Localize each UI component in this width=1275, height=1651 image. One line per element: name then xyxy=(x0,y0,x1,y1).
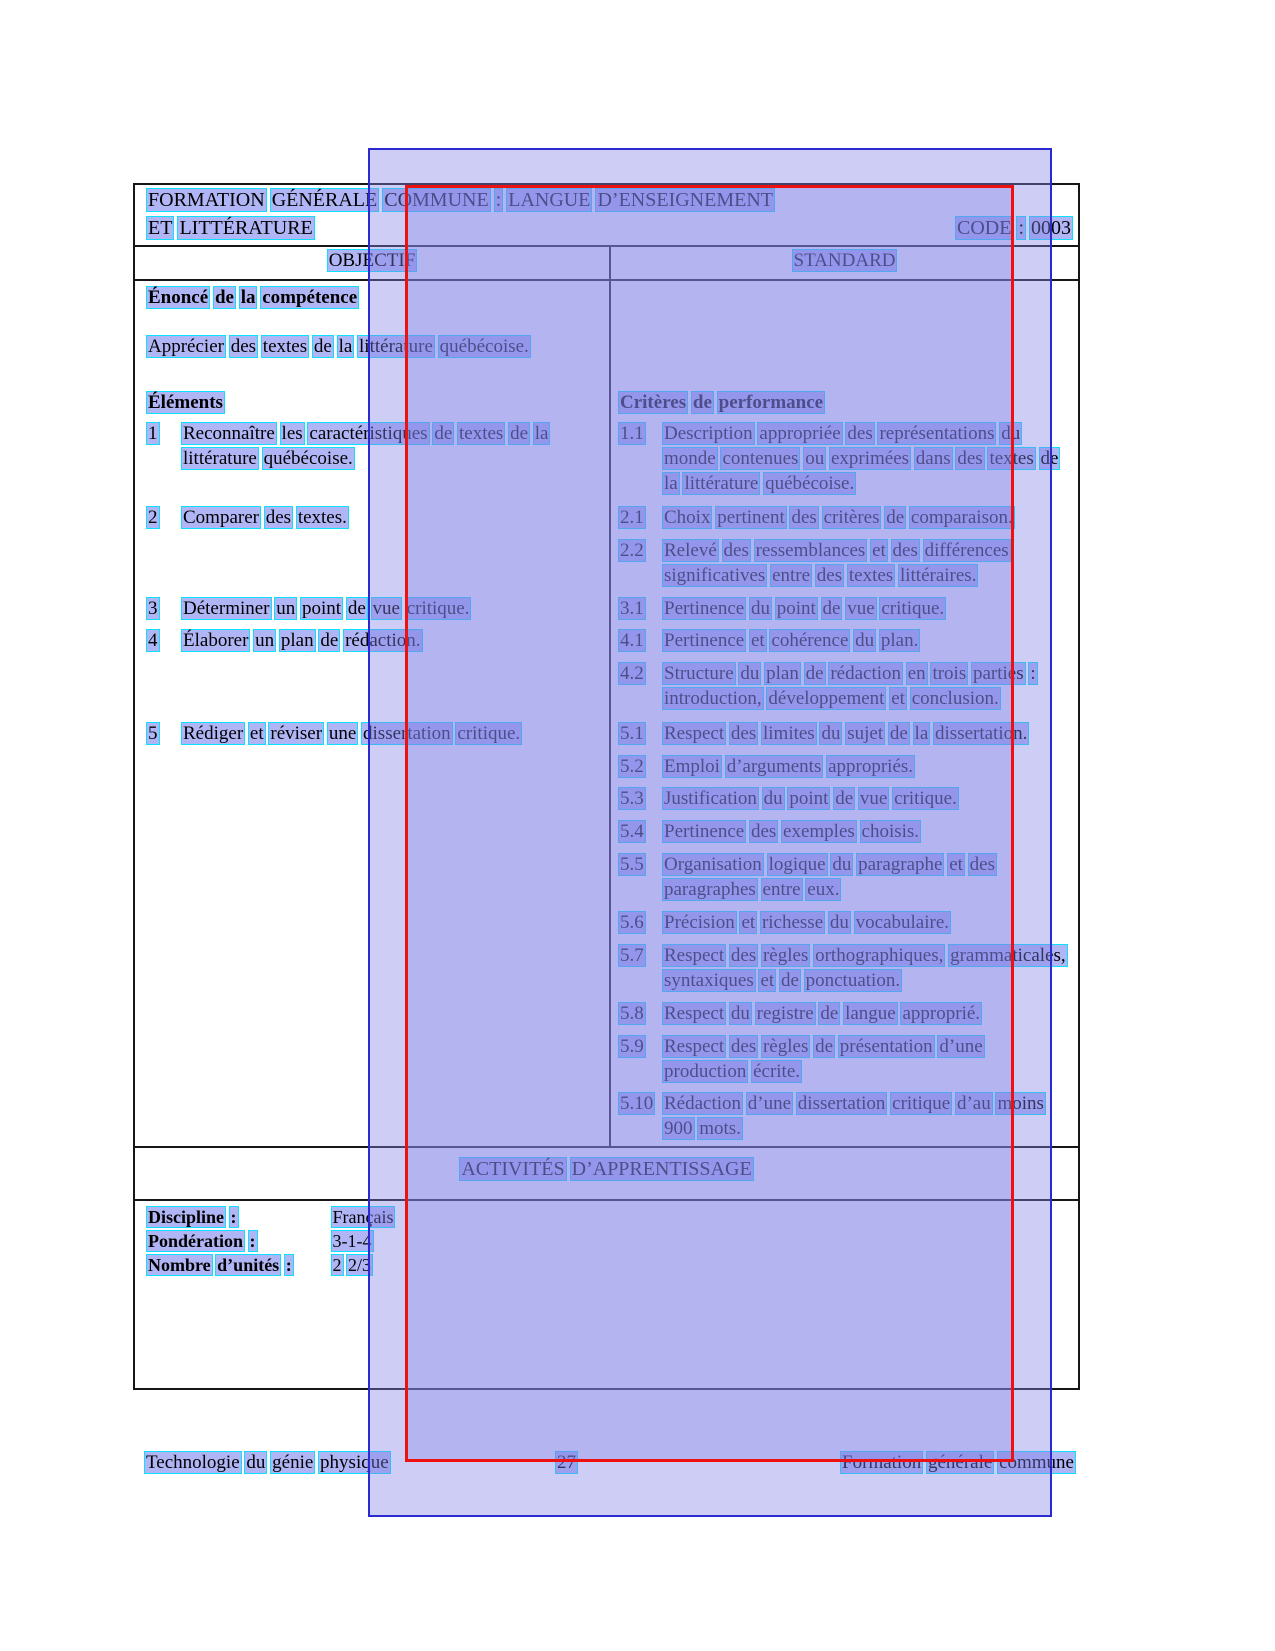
info-row-ponderation xyxy=(147,1229,373,1253)
criterion-number: 5.6 xyxy=(620,912,644,933)
info-label: Discipline : xyxy=(148,1207,237,1227)
objectif-element xyxy=(147,628,599,653)
element-number: 2 xyxy=(148,507,158,528)
element-text: Comparer des textes. xyxy=(183,507,347,528)
standard-criterion xyxy=(619,786,1071,811)
criterion-number: 5.7 xyxy=(620,945,644,966)
criterion-text: Respect des règles de présentation d’une production écrite. xyxy=(664,1036,983,1082)
criterion-text: Relevé des ressemblances et des différences significatives entre des textes littéraires. xyxy=(664,540,1009,586)
criteres-title: Critères de performance xyxy=(620,392,824,413)
criterion-number: 5.3 xyxy=(620,788,644,809)
standard-criterion xyxy=(619,421,1071,496)
criterion-number: 5.2 xyxy=(620,756,644,777)
element-text: Rédiger et réviser une dissertation critique. xyxy=(183,723,521,744)
info-value: 3-1-4 xyxy=(332,1231,372,1251)
info-row-discipline xyxy=(147,1205,394,1229)
criterion-number: 5.4 xyxy=(620,821,644,842)
criterion-text: Respect des limites du sujet de la dissertation. xyxy=(664,723,1028,744)
criterion-number: 1.1 xyxy=(620,423,644,444)
info-value: 2 2/3 xyxy=(332,1255,372,1275)
standard-criterion xyxy=(619,754,1071,779)
footer-page-number: 27 xyxy=(557,1452,576,1473)
criterion-text: Pertinence et cohérence du plan. xyxy=(664,630,919,651)
code-label: CODE : 0003 xyxy=(956,217,1071,239)
standard-criterion xyxy=(619,910,1071,935)
enonce-title: Énoncé de la compétence xyxy=(148,287,358,308)
footer-left-text: Technologie du génie physique xyxy=(146,1452,389,1473)
criterion-text: Rédaction d’une dissertation critique d’au moins 900 mots. xyxy=(664,1093,1044,1139)
criterion-number: 4.1 xyxy=(620,630,644,651)
criterion-text: Précision et richesse du vocabulaire. xyxy=(664,912,950,933)
criterion-text: Pertinence des exemples choisis. xyxy=(664,821,920,842)
objectif-element xyxy=(147,421,599,471)
criterion-number: 3.1 xyxy=(620,598,644,619)
standard-criterion xyxy=(619,538,1071,588)
column-header-standard: STANDARD xyxy=(793,250,896,271)
criterion-number: 2.2 xyxy=(620,540,644,561)
info-label: Pondération : xyxy=(148,1231,256,1251)
standard-criterion xyxy=(619,943,1071,993)
info-label: Nombre d’unités : xyxy=(148,1255,292,1275)
column-header-objectif: OBJECTIF xyxy=(328,250,416,271)
activites-row xyxy=(135,1146,1078,1199)
criterion-text: Pertinence du point de vue critique. xyxy=(664,598,945,619)
document-table xyxy=(133,183,1080,1390)
criterion-text: Justification du point de vue critique. xyxy=(664,788,957,809)
criterion-number: 5.9 xyxy=(620,1036,644,1057)
element-number: 5 xyxy=(148,723,158,744)
criterion-text: Structure du plan de rédaction en trois parties : introduction, développement et conclusion. xyxy=(664,663,1036,709)
course-info-section xyxy=(135,1199,1078,1388)
criterion-text: Respect des règles orthographiques, grammaticales, syntaxiques et de ponctuation. xyxy=(664,945,1066,991)
activites-title: ACTIVITÉS D’APPRENTISSAGE xyxy=(461,1158,752,1180)
element-number: 3 xyxy=(148,598,158,619)
criterion-number: 4.2 xyxy=(620,663,644,684)
standard-criterion xyxy=(619,1001,1071,1026)
table-header xyxy=(135,185,1078,245)
footer-right-text: Formation générale commune xyxy=(842,1452,1074,1473)
objectif-element xyxy=(147,721,599,746)
objectif-element xyxy=(147,505,599,530)
criterion-number: 2.1 xyxy=(620,507,644,528)
column-headers-row xyxy=(135,245,1078,279)
criterion-number: 5.10 xyxy=(620,1093,654,1114)
standard-criterion xyxy=(619,721,1071,746)
document-title-line-2: ET LITTÉRATURE xyxy=(148,217,313,239)
standard-criterion xyxy=(619,852,1071,902)
element-text: Déterminer un point de vue critique. xyxy=(183,598,470,619)
criterion-text: Respect du registre de langue approprié. xyxy=(664,1003,981,1024)
element-number: 1 xyxy=(148,423,158,444)
table-body xyxy=(135,279,1078,1146)
standard-criterion xyxy=(619,1034,1071,1084)
criterion-text: Emploi d’arguments appropriés. xyxy=(664,756,914,777)
document-title-line-1: FORMATION GÉNÉRALE COMMUNE : LANGUE D’ENSEIGNEMENT xyxy=(148,189,773,211)
criterion-text: Choix pertinent des critères de comparaison. xyxy=(664,507,1013,528)
criterion-number: 5.8 xyxy=(620,1003,644,1024)
standard-criterion xyxy=(619,505,1071,530)
criterion-text: Description appropriée des représentations du monde contenues ou exprimées dans des textes de la littérature québécoise. xyxy=(664,423,1059,494)
criterion-number: 5.5 xyxy=(620,854,644,875)
standard-criterion xyxy=(619,628,1071,653)
criterion-number: 5.1 xyxy=(620,723,644,744)
info-value: Français xyxy=(332,1207,394,1227)
standard-criterion xyxy=(619,596,1071,621)
standard-criterion xyxy=(619,819,1071,844)
page-footer xyxy=(133,1452,1080,1478)
enonce-text: Apprécier des textes de la littérature québécoise. xyxy=(148,336,529,357)
elements-title: Éléments xyxy=(148,392,223,413)
standard-criterion xyxy=(619,1091,1071,1141)
element-text: Élaborer un plan de rédaction. xyxy=(183,630,421,651)
element-number: 4 xyxy=(148,630,158,651)
standard-criterion xyxy=(619,661,1071,711)
element-text: Reconnaître les caractéristiques de textes de la littérature québécoise. xyxy=(183,423,549,469)
criterion-text: Organisation logique du paragraphe et des paragraphes entre eux. xyxy=(664,854,995,900)
info-row-unites xyxy=(147,1253,372,1277)
objectif-element xyxy=(147,596,599,621)
